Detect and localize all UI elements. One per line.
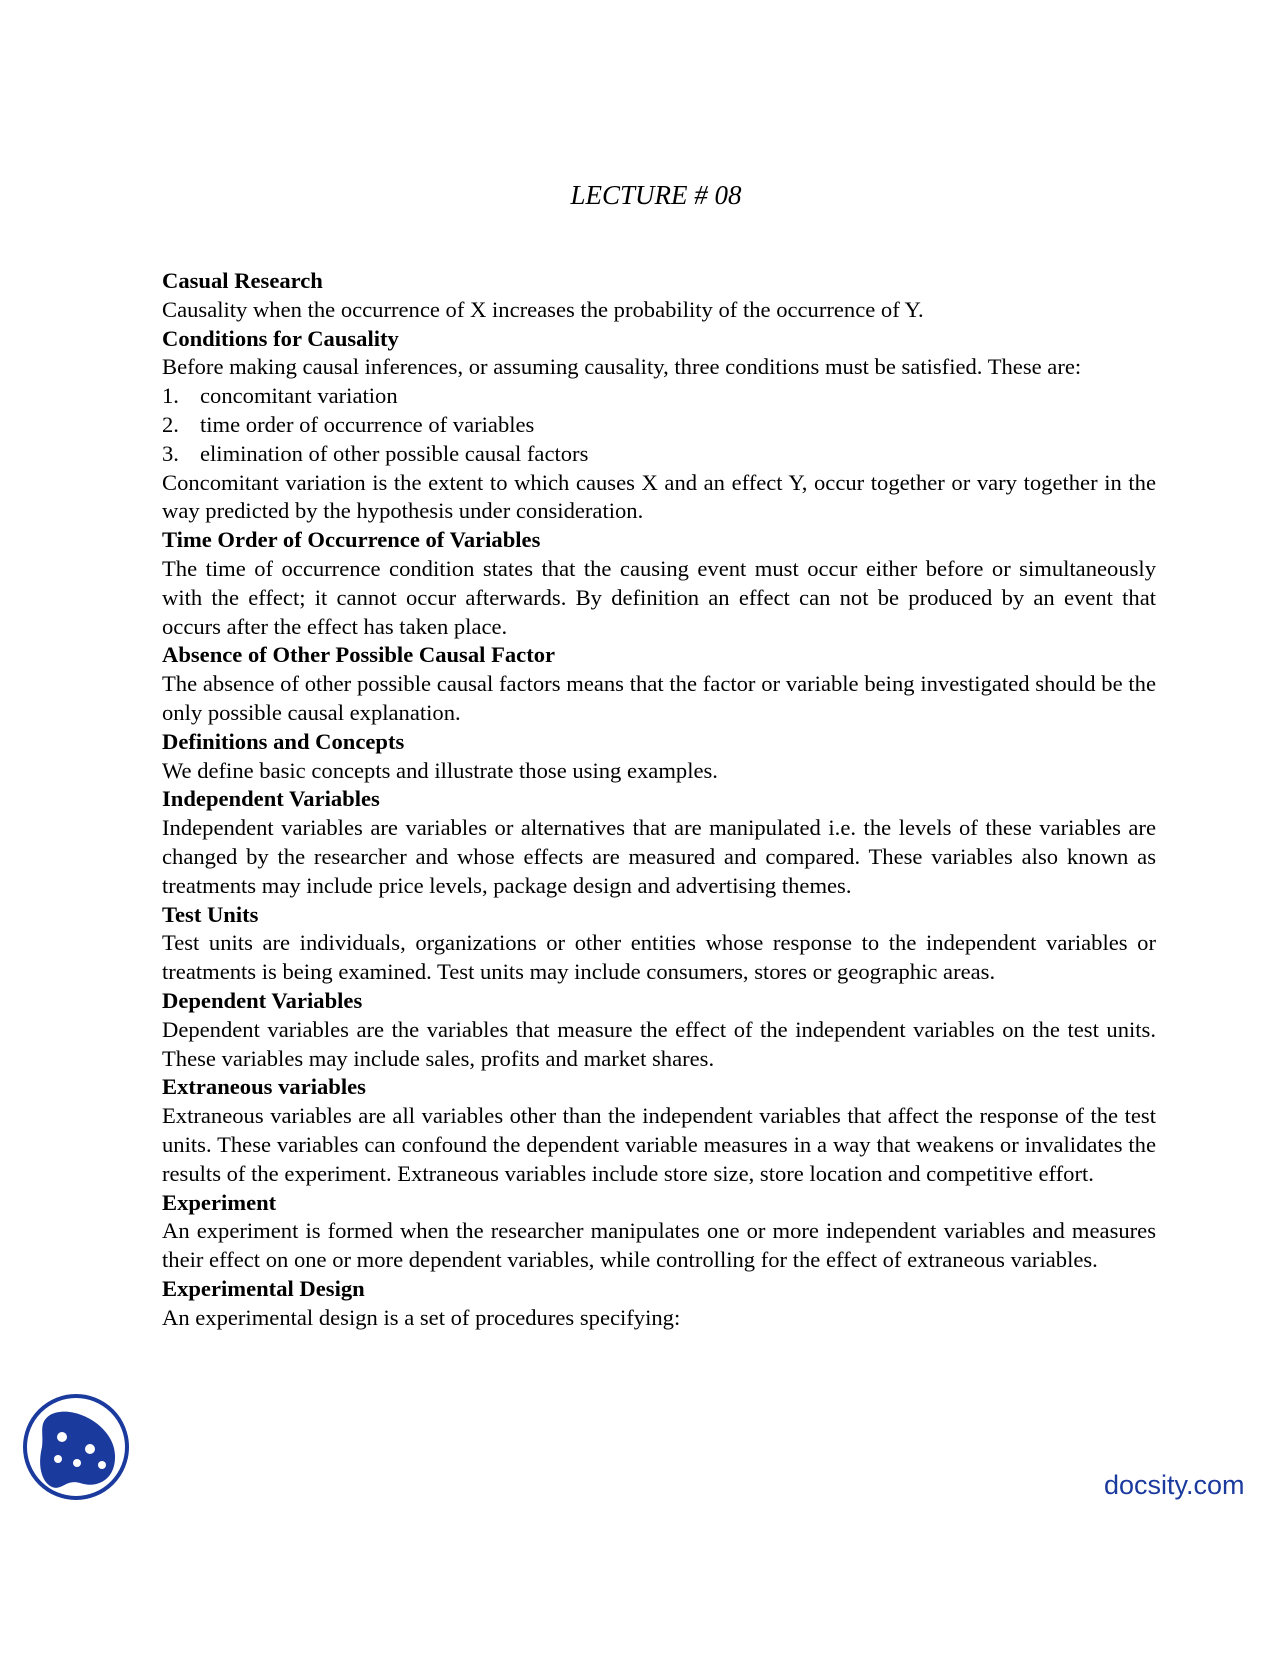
page-title: LECTURE # 08 — [570, 180, 742, 210]
section-heading-time-order: Time Order of Occurrence of Variables — [162, 527, 541, 553]
section-heading-experiment: Experiment — [162, 1189, 277, 1215]
logo-dot — [57, 1432, 67, 1442]
list-item-number: 2. — [162, 411, 179, 437]
section-text-independent: Independent variables are variables or alternatives that are manipulated i.e. the levels of these variables are changed by the researcher and whose effects are measured and compared. These variables also known as treatments may include price levels, package design and advertising themes. — [162, 815, 1156, 898]
section-heading-definitions: Definitions and Concepts — [162, 728, 405, 754]
section-heading-casual-research: Casual Research — [162, 268, 323, 293]
section-heading-dependent: Dependent Variables — [162, 987, 363, 1013]
section-heading-absence: Absence of Other Possible Causal Factor — [162, 642, 556, 668]
section-heading-test-units: Test Units — [162, 901, 259, 927]
docsity-brand-link[interactable]: docsity.com — [1104, 1470, 1245, 1500]
section-text-conditions: Before making causal inferences, or assuming causality, three conditions must be satisfied. These are: — [162, 354, 1082, 380]
list-item — [162, 411, 1156, 440]
list-item-text: time order of occurrence of variables — [200, 411, 535, 437]
section-text-dependent: Dependent variables are the variables that measure the effect of the independent variables on the test units. These variables may include sales, profits and market shares. — [162, 1016, 1156, 1071]
section-text-time-order: The time of occurrence condition states that the causing event must occur either before or simultaneously with the effect; it cannot occur afterwards. By definition an effect can not be produced by an event that occurs after the effect has taken place. — [162, 555, 1156, 639]
section-text-concomitant: Concomitant variation is the extent to which causes X and an effect Y, occur together or vary together in the way predicted by the hypothesis under consideration. — [162, 469, 1156, 524]
section-text-absence: The absence of other possible causal factors means that the factor or variable being investigated should be the only possible causal explanation. — [162, 671, 1156, 725]
list-item-number: 1. — [162, 383, 179, 409]
section-text-definitions: We define basic concepts and illustrate those using examples. — [162, 757, 718, 783]
section-text-design: An experimental design is a set of procedures specifying: — [162, 1304, 681, 1330]
logo-blob — [40, 1412, 115, 1488]
section-heading-independent: Independent Variables — [162, 786, 380, 812]
list-item — [162, 382, 1156, 411]
section-text-experiment: An experiment is formed when the researcher manipulates one or more independent variables and measures their effect on one or more dependent variables, while controlling for the effect of extraneous variables. — [162, 1218, 1156, 1273]
list-item-text: concomitant variation — [200, 383, 398, 409]
section-heading-conditions: Conditions for Causality — [162, 325, 399, 351]
docsity-logo-icon[interactable] — [22, 1393, 130, 1501]
section-text-test-units: Test units are individuals, organizations or other entities whose response to the independent variables or treatments is being examined. Test units may include consumers, stores or geographic areas. — [162, 930, 1156, 985]
list-item-number: 3. — [162, 440, 179, 466]
logo-dot — [54, 1455, 62, 1463]
document-body — [162, 267, 1156, 1332]
section-text-casual-research: Causality when the occurrence of X increases the probability of the occurrence of Y. — [162, 296, 924, 322]
section-heading-design: Experimental Design — [162, 1275, 365, 1301]
logo-dot — [73, 1459, 81, 1467]
list-item — [162, 440, 1156, 469]
conditions-list — [162, 382, 1156, 468]
list-item-text: elimination of other possible causal factors — [200, 440, 589, 466]
section-heading-extraneous: Extraneous variables — [162, 1074, 366, 1100]
logo-dot — [85, 1444, 95, 1454]
section-text-extraneous: Extraneous variables are all variables other than the independent variables that affect the response of the test units. These variables can confound the dependent variable measures in a way that weakens or invalidates the results of the experiment. Extraneous variables include store size, store location and competitive effort. — [162, 1103, 1156, 1186]
logo-dot — [98, 1461, 106, 1469]
